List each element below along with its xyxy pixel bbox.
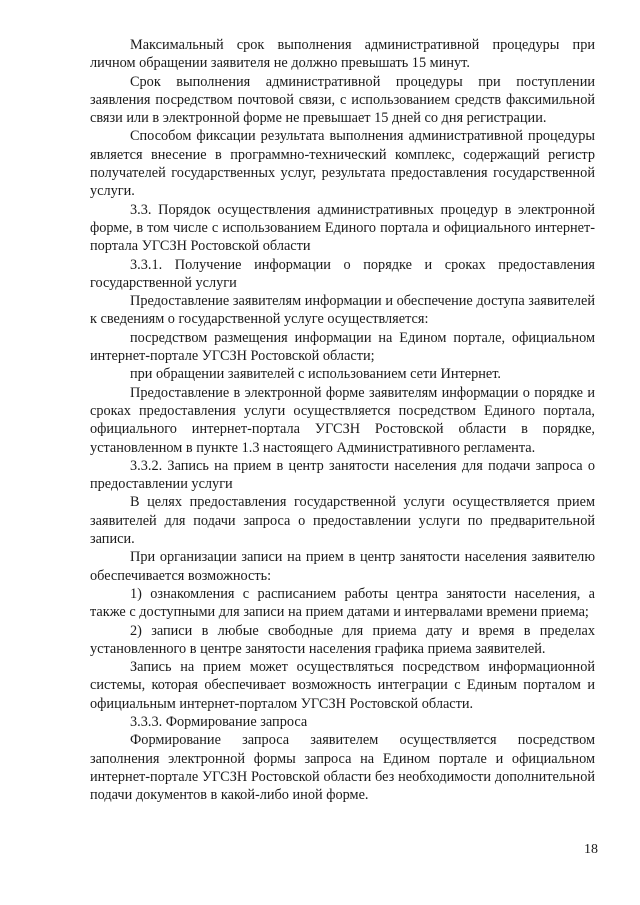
- paragraph-17: Формирование запроса заявителем осуществляется посредством заполнения электронной формы запроса на Едином портале и официальном интернет-портале УГСЗН Ростовской области без необходимости дополнительной подачи документов в какой-либо иной форме.: [90, 732, 595, 804]
- subsection-heading-3-3-3: 3.3.3. Формирование запроса: [130, 713, 308, 730]
- paragraph-11: В целях предоставления государственной услуги осуществляется прием заявителей для подачи запроса о предоставлении услуги по предварительной записи.: [90, 494, 595, 548]
- list-item-1: 1) ознакомления с расписанием работы центра занятости населения, а также с доступными для записи на прием датами и интервалами времени приема;: [90, 585, 595, 621]
- page-number: 18: [584, 842, 598, 857]
- section-heading-3-3: 3.3. Порядок осуществления административных процедур в электронной форме, в том числе с использованием Единого портала и официального интернет-портала УГСЗН Ростовской области: [90, 201, 595, 255]
- document-page: [90, 36, 595, 804]
- paragraph-3: Способом фиксации результата выполнения административной процедуры является внесение в программно-технический комплекс, содержащий регистр получателей государственных услуг, результата предоставления государственной услуги.: [90, 128, 595, 200]
- paragraph-6: Предоставление заявителям информации и обеспечение доступа заявителей к сведениям о государственной услуге осуществляется:: [90, 293, 595, 328]
- subsection-heading-3-3-1: 3.3.1. Получение информации о порядке и сроках предоставления государственной услуги: [90, 256, 595, 291]
- paragraph-9: Предоставление в электронной форме заявителям информации о порядке и сроках предоставления услуги осуществляется посредством Единого портала, официального интернет-портала УГСЗН Ростовской области в порядке, установленном в пункте 1.3 настоящего Административного регламента.: [90, 384, 595, 456]
- paragraph-2: Срок выполнения административной процедуры при поступлении заявления посредством почтовой связи, с использованием средств факсимильной связи или в электронной форме не превышает 15 дней со дня регистрации.: [90, 73, 595, 127]
- paragraph-12: При организации записи на прием в центр занятости населения заявителю обеспечивается возможность:: [90, 549, 595, 584]
- list-item-2: 2) записи в любые свободные для приема дату и время в пределах установленного в центре занятости населения графика приема заявителей.: [90, 622, 595, 657]
- paragraph-15: Запись на прием может осуществляться посредством информационной системы, которая обеспечивает возможность интеграции с Единым порталом и официальным интернет-порталом УГСЗН Ростовской области.: [90, 659, 595, 712]
- paragraph-8: при обращении заявителей с использованием сети Интернет.: [130, 366, 501, 383]
- paragraph-1: Максимальный срок выполнения административной процедуры при личном обращении заявителя не должно превышать 15 минут.: [90, 37, 595, 72]
- paragraph-7: посредством размещения информации на Едином портале, официальном интернет-портале УГСЗН Ростовской области;: [90, 329, 595, 365]
- subsection-heading-3-3-2: 3.3.2. Запись на прием в центр занятости населения для подачи запроса о предоставлении услуги: [90, 457, 595, 493]
